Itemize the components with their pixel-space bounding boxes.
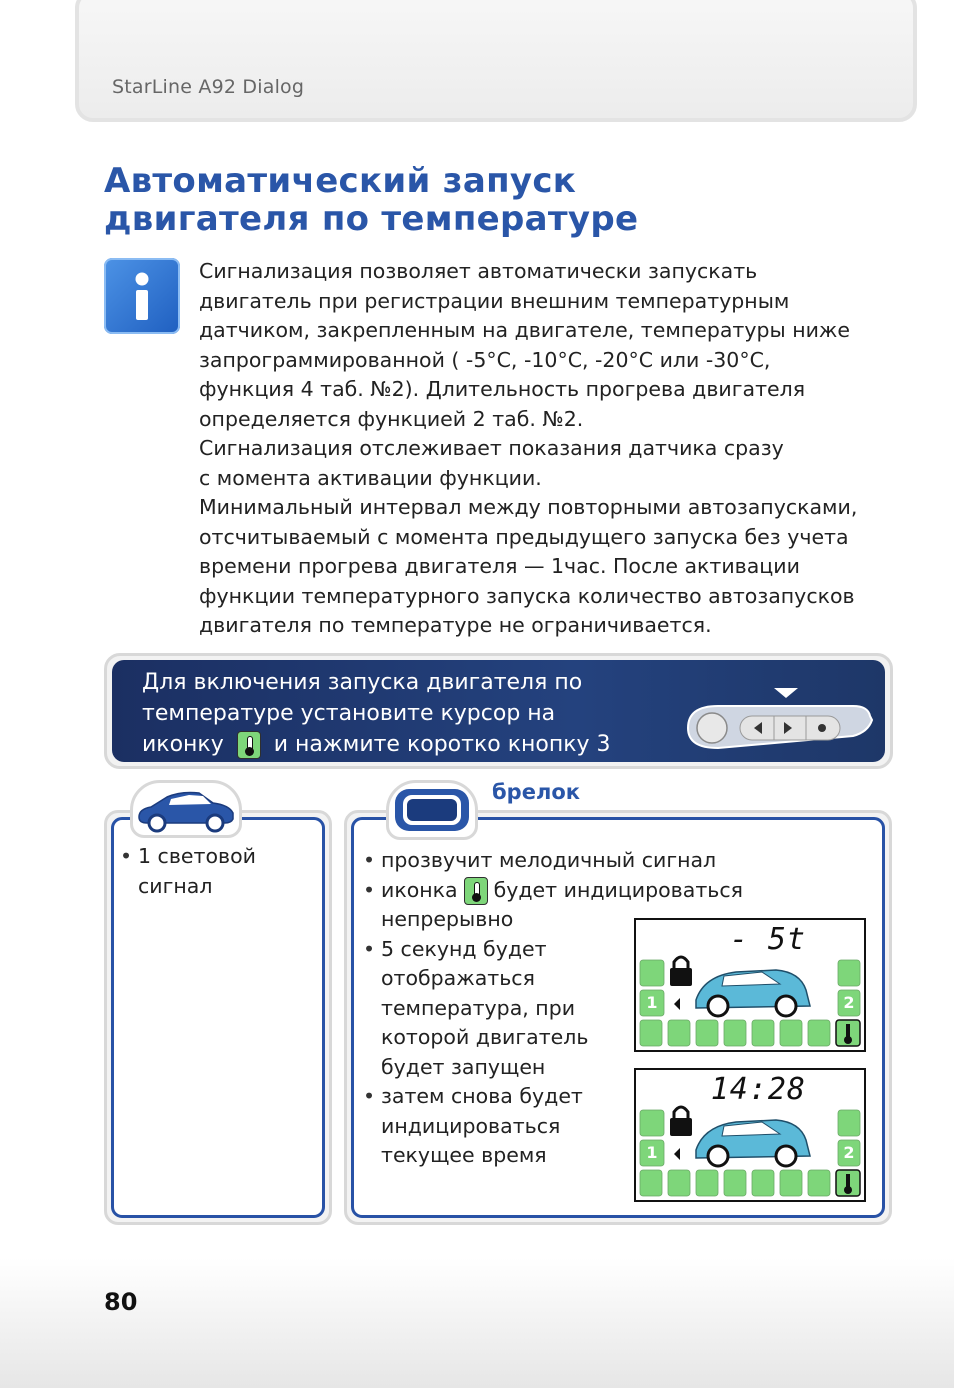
list-item: • 1 световой сигнал xyxy=(120,842,310,901)
instruction-line-1: Для включения запуска двигателя по xyxy=(142,670,583,695)
info-paragraph-2: Сигнализация отслеживает показания датчика сразу с момента активации функции. xyxy=(199,436,784,490)
page-footer-band xyxy=(0,1258,954,1388)
page-header xyxy=(75,0,917,122)
instruction-box xyxy=(104,653,893,769)
keyfob-icon xyxy=(389,783,475,837)
instruction-line-2: температуре установите курсор на xyxy=(142,701,556,726)
lcd-left-digit: 1 xyxy=(646,1143,658,1162)
lcd-left-digit: 1 xyxy=(646,993,658,1012)
lcd-screen-time xyxy=(634,1068,866,1202)
lcd-screen-temperature xyxy=(634,918,866,1052)
fob-label: брелок xyxy=(492,780,580,804)
list-item: • затем снова будет индицироваться текущее время xyxy=(363,1082,621,1171)
fob-badge xyxy=(386,780,478,840)
list-item: • 5 секунд будет отображаться температура, при которой двигатель будет запущен xyxy=(363,935,621,1083)
info-text xyxy=(199,257,879,641)
lcd-display-icons xyxy=(636,920,864,1050)
car-badge xyxy=(130,780,242,838)
list-item: • прозвучит мелодичный сигнал xyxy=(363,846,763,876)
page-title-line1: Автоматический запуск xyxy=(104,161,577,201)
page-number: 80 xyxy=(104,1288,138,1316)
lcd-right-digit: 2 xyxy=(843,1143,855,1162)
lcd-display-icons xyxy=(636,1070,864,1200)
thermometer-icon xyxy=(237,731,261,759)
thermometer-icon xyxy=(464,877,488,905)
lcd-right-digit: 2 xyxy=(843,993,855,1012)
instruction-line-3-end: и нажмите коротко кнопку 3 xyxy=(273,732,611,757)
info-paragraph-1: Сигнализация позволяет автоматически запускать двигатель при регистрации внешним температурным датчиком, закрепленным на двигателе, температуры ниже запрограммированной ( -5°С, -10°С, -20°С или -30°С, функция 4 таб. №2). Длительность прогрева двигателя определяется функцией 2 таб. №2. xyxy=(199,259,850,431)
header-title: StarLine A92 Dialog xyxy=(112,76,305,98)
keyfob-buttons-icon xyxy=(678,682,878,754)
car-signal-list xyxy=(120,842,310,901)
lcd-temperature-value: - 5t xyxy=(729,922,806,957)
list-item: • иконка будет индицироваться непрерывно xyxy=(363,876,763,935)
info-icon xyxy=(104,258,180,334)
instruction-box-inner xyxy=(112,660,885,762)
page-title-line2: двигателя по температуре xyxy=(104,199,639,239)
lcd-time-value: 14:28 xyxy=(710,1072,806,1107)
instruction-text xyxy=(142,667,682,760)
info-paragraph-3: Минимальный интервал между повторными автозапусками, отсчитываемый с момента предыдущего запуска без учета времени прогрева двигателя — 1час. После активации функции температурного запуска количество автозапусков двигателя по температуре не ограничивается. xyxy=(199,495,858,637)
page-title xyxy=(104,162,638,238)
car-icon xyxy=(133,783,239,835)
instruction-line-3-start: иконку xyxy=(142,732,224,757)
